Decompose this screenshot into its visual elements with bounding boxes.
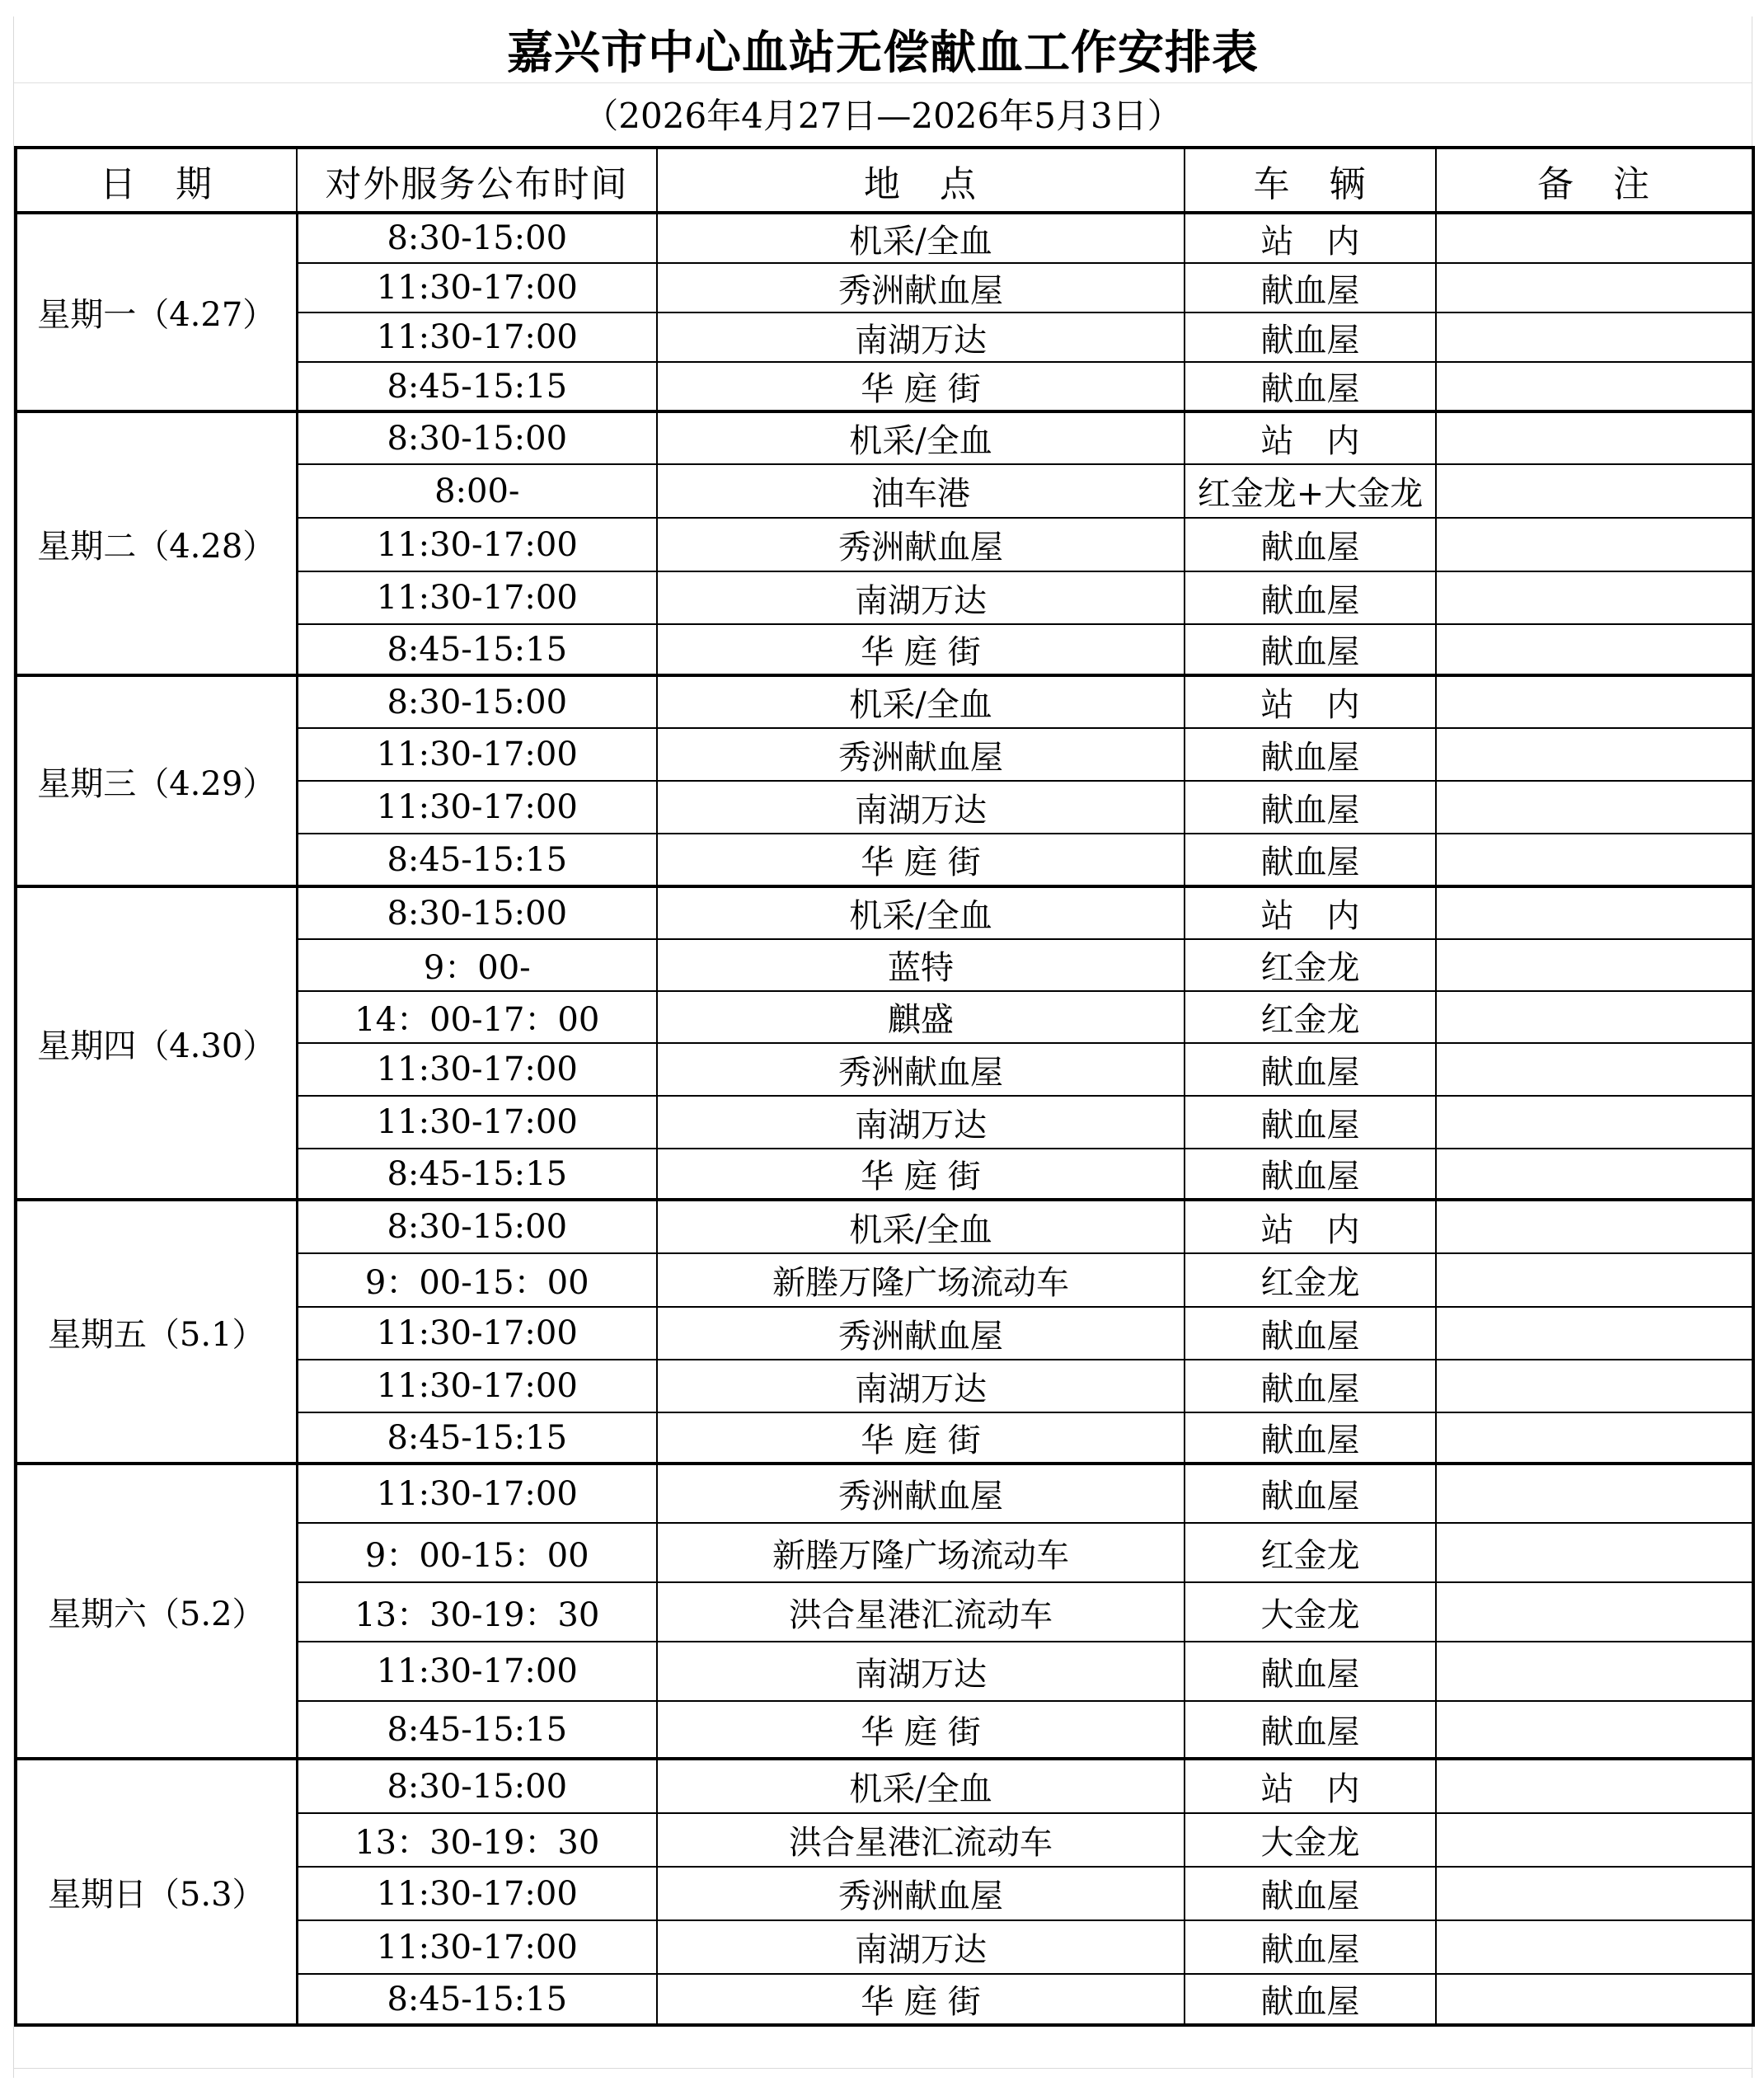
- remarks-cell: [1436, 1200, 1753, 1253]
- remarks-cell: [1436, 1412, 1753, 1464]
- time-cell: 9：00-: [297, 939, 657, 991]
- remarks-cell: [1436, 1149, 1753, 1200]
- location-cell: 秀洲献血屋: [657, 1307, 1185, 1360]
- vehicle-cell: 红金龙: [1185, 1523, 1436, 1582]
- header-time: 对外服务公布时间: [297, 148, 657, 213]
- location-cell: 南湖万达: [657, 571, 1185, 624]
- location-cell: 秀洲献血屋: [657, 518, 1185, 571]
- vehicle-cell: 献血屋: [1185, 1043, 1436, 1096]
- location-cell: 秀洲献血屋: [657, 1464, 1185, 1523]
- time-cell: 8:45-15:15: [297, 1149, 657, 1200]
- location-cell: 麒盛: [657, 991, 1185, 1043]
- vehicle-cell: 献血屋: [1185, 1360, 1436, 1412]
- time-cell: 11:30-17:00: [297, 1360, 657, 1412]
- time-cell: 8:45-15:15: [297, 624, 657, 675]
- time-cell: 11:30-17:00: [297, 728, 657, 781]
- location-cell: 机采/全血: [657, 886, 1185, 939]
- location-cell: 油车港: [657, 464, 1185, 518]
- location-cell: 新塍万隆广场流动车: [657, 1253, 1185, 1307]
- time-cell: 11:30-17:00: [297, 1307, 657, 1360]
- remarks-cell: [1436, 1867, 1753, 1920]
- vehicle-cell: 献血屋: [1185, 1096, 1436, 1149]
- vehicle-cell: 献血屋: [1185, 1867, 1436, 1920]
- date-range-subtitle: （2026年4月27日—2026年5月3日）: [584, 96, 1182, 136]
- remarks-cell: [1436, 624, 1753, 675]
- time-cell: 11:30-17:00: [297, 571, 657, 624]
- day-label: 星期三（4.29）: [16, 675, 297, 886]
- remarks-cell: [1436, 781, 1753, 834]
- time-cell: 8:45-15:15: [297, 834, 657, 886]
- location-cell: 南湖万达: [657, 781, 1185, 834]
- vehicle-cell: 站 内: [1185, 411, 1436, 464]
- vehicle-cell: 站 内: [1185, 886, 1436, 939]
- vehicle-cell: 献血屋: [1185, 1974, 1436, 2025]
- time-cell: 9：00-15：00: [297, 1253, 657, 1307]
- remarks-cell: [1436, 411, 1753, 464]
- vehicle-cell: 大金龙: [1185, 1813, 1436, 1867]
- location-cell: 南湖万达: [657, 1642, 1185, 1701]
- table-row: [16, 1200, 1753, 1253]
- remarks-cell: [1436, 1523, 1753, 1582]
- location-cell: 秀洲献血屋: [657, 263, 1185, 312]
- vehicle-cell: 献血屋: [1185, 312, 1436, 362]
- header-row: [16, 148, 1753, 213]
- time-cell: 8:45-15:15: [297, 1701, 657, 1759]
- time-cell: 11:30-17:00: [297, 1464, 657, 1523]
- remarks-cell: [1436, 1043, 1753, 1096]
- time-cell: 9：00-15：00: [297, 1523, 657, 1582]
- remarks-cell: [1436, 464, 1753, 518]
- remarks-cell: [1436, 1582, 1753, 1642]
- time-cell: 11:30-17:00: [297, 1920, 657, 1974]
- location-cell: 华 庭 街: [657, 1974, 1185, 2025]
- schedule-body: [16, 213, 1753, 2025]
- location-cell: 机采/全血: [657, 213, 1185, 263]
- time-cell: 14：00-17：00: [297, 991, 657, 1043]
- vehicle-cell: 献血屋: [1185, 1307, 1436, 1360]
- time-cell: 8:45-15:15: [297, 1412, 657, 1464]
- time-cell: 11:30-17:00: [297, 312, 657, 362]
- remarks-cell: [1436, 1920, 1753, 1974]
- vehicle-cell: 献血屋: [1185, 571, 1436, 624]
- vehicle-cell: 献血屋: [1185, 362, 1436, 411]
- time-cell: 11:30-17:00: [297, 1043, 657, 1096]
- time-cell: 8:45-15:15: [297, 362, 657, 411]
- time-cell: 8:30-15:00: [297, 1200, 657, 1253]
- vehicle-cell: 红金龙: [1185, 939, 1436, 991]
- time-cell: 13：30-19：30: [297, 1813, 657, 1867]
- remarks-cell: [1436, 263, 1753, 312]
- time-cell: 11:30-17:00: [297, 263, 657, 312]
- location-cell: 华 庭 街: [657, 1412, 1185, 1464]
- remarks-cell: [1436, 1813, 1753, 1867]
- remarks-cell: [1436, 1642, 1753, 1701]
- remarks-cell: [1436, 312, 1753, 362]
- vehicle-cell: 献血屋: [1185, 624, 1436, 675]
- time-cell: 13：30-19：30: [297, 1582, 657, 1642]
- remarks-cell: [1436, 728, 1753, 781]
- location-cell: 洪合星港汇流动车: [657, 1813, 1185, 1867]
- time-cell: 8:30-15:00: [297, 411, 657, 464]
- remarks-cell: [1436, 518, 1753, 571]
- remarks-cell: [1436, 1974, 1753, 2025]
- schedule-table: [14, 146, 1755, 2027]
- day-label: 星期六（5.2）: [16, 1464, 297, 1759]
- time-cell: 11:30-17:00: [297, 1096, 657, 1149]
- day-label: 星期五（5.1）: [16, 1200, 297, 1464]
- location-cell: 华 庭 街: [657, 1149, 1185, 1200]
- sheet-footer-line: [14, 2068, 1752, 2079]
- vehicle-cell: 站 内: [1185, 213, 1436, 263]
- remarks-cell: [1436, 1096, 1753, 1149]
- page-title: 嘉兴市中心血站无偿献血工作安排表: [14, 16, 1752, 83]
- vehicle-cell: 献血屋: [1185, 728, 1436, 781]
- remarks-cell: [1436, 1701, 1753, 1759]
- remarks-cell: [1436, 571, 1753, 624]
- table-row: [16, 1759, 1753, 1813]
- vehicle-cell: 献血屋: [1185, 1701, 1436, 1759]
- remarks-cell: [1436, 834, 1753, 886]
- time-cell: 8:45-15:15: [297, 1974, 657, 2025]
- table-row: [16, 411, 1753, 464]
- location-cell: 南湖万达: [657, 1096, 1185, 1149]
- header-date: 日 期: [16, 148, 297, 213]
- vehicle-cell: 站 内: [1185, 1200, 1436, 1253]
- remarks-cell: [1436, 213, 1753, 263]
- location-cell: 南湖万达: [657, 312, 1185, 362]
- remarks-cell: [1436, 939, 1753, 991]
- location-cell: 华 庭 街: [657, 834, 1185, 886]
- location-cell: 秀洲献血屋: [657, 728, 1185, 781]
- remarks-cell: [1436, 675, 1753, 728]
- remarks-cell: [1436, 1253, 1753, 1307]
- vehicle-cell: 献血屋: [1185, 1920, 1436, 1974]
- vehicle-cell: 献血屋: [1185, 1642, 1436, 1701]
- location-cell: 秀洲献血屋: [657, 1043, 1185, 1096]
- vehicle-cell: 红金龙: [1185, 1253, 1436, 1307]
- time-cell: 8:30-15:00: [297, 1759, 657, 1813]
- table-row: [16, 886, 1753, 939]
- vehicle-cell: 献血屋: [1185, 834, 1436, 886]
- table-row: [16, 213, 1753, 263]
- day-label: 星期四（4.30）: [16, 886, 297, 1200]
- location-cell: 南湖万达: [657, 1360, 1185, 1412]
- vehicle-cell: 站 内: [1185, 675, 1436, 728]
- time-cell: 11:30-17:00: [297, 1867, 657, 1920]
- vehicle-cell: 红金龙: [1185, 991, 1436, 1043]
- time-cell: 11:30-17:00: [297, 781, 657, 834]
- vehicle-cell: 大金龙: [1185, 1582, 1436, 1642]
- vehicle-cell: 献血屋: [1185, 263, 1436, 312]
- time-cell: 8:30-15:00: [297, 213, 657, 263]
- header-remarks: 备 注: [1436, 148, 1753, 213]
- remarks-cell: [1436, 362, 1753, 411]
- location-cell: 洪合星港汇流动车: [657, 1582, 1185, 1642]
- header-vehicle: 车 辆: [1185, 148, 1436, 213]
- schedule-sheet: [13, 16, 1752, 2078]
- location-cell: 蓝特: [657, 939, 1185, 991]
- time-cell: 8:30-15:00: [297, 675, 657, 728]
- vehicle-cell: 红金龙+大金龙: [1185, 464, 1436, 518]
- vehicle-cell: 献血屋: [1185, 781, 1436, 834]
- table-row: [16, 1464, 1753, 1523]
- location-cell: 新塍万隆广场流动车: [657, 1523, 1185, 1582]
- vehicle-cell: 献血屋: [1185, 1412, 1436, 1464]
- day-label: 星期二（4.28）: [16, 411, 297, 675]
- table-row: [16, 675, 1753, 728]
- location-cell: 机采/全血: [657, 1200, 1185, 1253]
- day-label: 星期一（4.27）: [16, 213, 297, 411]
- remarks-cell: [1436, 1307, 1753, 1360]
- location-cell: 机采/全血: [657, 411, 1185, 464]
- location-cell: 华 庭 街: [657, 362, 1185, 411]
- location-cell: 华 庭 街: [657, 1701, 1185, 1759]
- vehicle-cell: 献血屋: [1185, 518, 1436, 571]
- remarks-cell: [1436, 991, 1753, 1043]
- time-cell: 11:30-17:00: [297, 518, 657, 571]
- remarks-cell: [1436, 1759, 1753, 1813]
- vehicle-cell: 献血屋: [1185, 1464, 1436, 1523]
- vehicle-cell: 站 内: [1185, 1759, 1436, 1813]
- time-cell: 8:00-: [297, 464, 657, 518]
- remarks-cell: [1436, 1360, 1753, 1412]
- location-cell: 机采/全血: [657, 1759, 1185, 1813]
- vehicle-cell: 献血屋: [1185, 1149, 1436, 1200]
- location-cell: 南湖万达: [657, 1920, 1185, 1974]
- location-cell: 机采/全血: [657, 675, 1185, 728]
- time-cell: 11:30-17:00: [297, 1642, 657, 1701]
- remarks-cell: [1436, 1464, 1753, 1523]
- header-location: 地 点: [657, 148, 1185, 213]
- day-label: 星期日（5.3）: [16, 1759, 297, 2025]
- time-cell: 8:30-15:00: [297, 886, 657, 939]
- location-cell: 华 庭 街: [657, 624, 1185, 675]
- location-cell: 秀洲献血屋: [657, 1867, 1185, 1920]
- remarks-cell: [1436, 886, 1753, 939]
